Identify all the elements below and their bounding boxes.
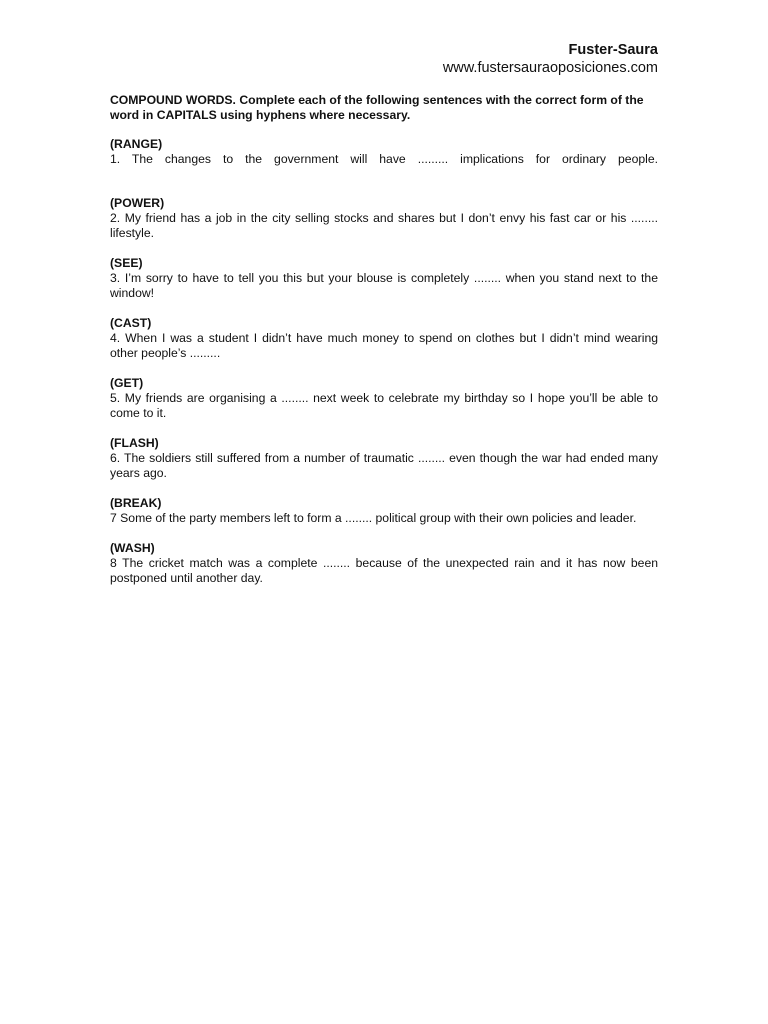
instructions: COMPOUND WORDS. Complete each of the following sentences with the correct form of the word in CAPITALS using hyphens where necessary.	[110, 93, 644, 122]
keyword: (CAST)	[110, 316, 152, 330]
author-name: Fuster-Saura	[568, 42, 658, 58]
exercise-list	[110, 137, 658, 586]
sentence: 7 Some of the party members left to form a ........ political group with their own policies and leader.	[110, 511, 637, 525]
keyword: (WASH)	[110, 541, 155, 555]
exercise-item-1	[110, 137, 658, 167]
sentence: 1. The changes to the government will have ......... implications for ordinary people.	[110, 152, 658, 166]
exercise-item-8	[110, 541, 658, 586]
sentence: 2. My friend has a job in the city selling stocks and shares but I don’t envy his fast car or his ........ lifestyle.	[110, 211, 658, 240]
sentence: 4. When I was a student I didn’t have much money to spend on clothes but I didn’t mind wearing other people’s .........	[110, 331, 658, 360]
sentence: 5. My friends are organising a ........ next week to celebrate my birthday so I hope you’ll be able to come to it.	[110, 391, 658, 420]
sentence: 3. I’m sorry to have to tell you this but your blouse is completely ........ when you stand next to the window!	[110, 271, 658, 300]
keyword: (RANGE)	[110, 137, 163, 151]
exercise-item-3	[110, 256, 658, 301]
header	[110, 42, 658, 77]
keyword: (GET)	[110, 376, 144, 390]
exercise-item-4	[110, 316, 658, 361]
exercise-item-7	[110, 496, 658, 526]
website-url: www.fustersauraoposiciones.com	[442, 60, 658, 76]
sentence: 8 The cricket match was a complete ........ because of the unexpected rain and it has now been postponed until another day.	[110, 556, 658, 585]
sentence: 6. The soldiers still suffered from a number of traumatic ........ even though the war had ended many years ago.	[110, 451, 658, 480]
keyword: (FLASH)	[110, 436, 159, 450]
exercise-item-2	[110, 196, 658, 241]
keyword: (POWER)	[110, 196, 165, 210]
document-page	[110, 42, 658, 601]
keyword: (SEE)	[110, 256, 143, 270]
exercise-item-5	[110, 376, 658, 421]
keyword: (BREAK)	[110, 496, 162, 510]
exercise-item-6	[110, 436, 658, 481]
